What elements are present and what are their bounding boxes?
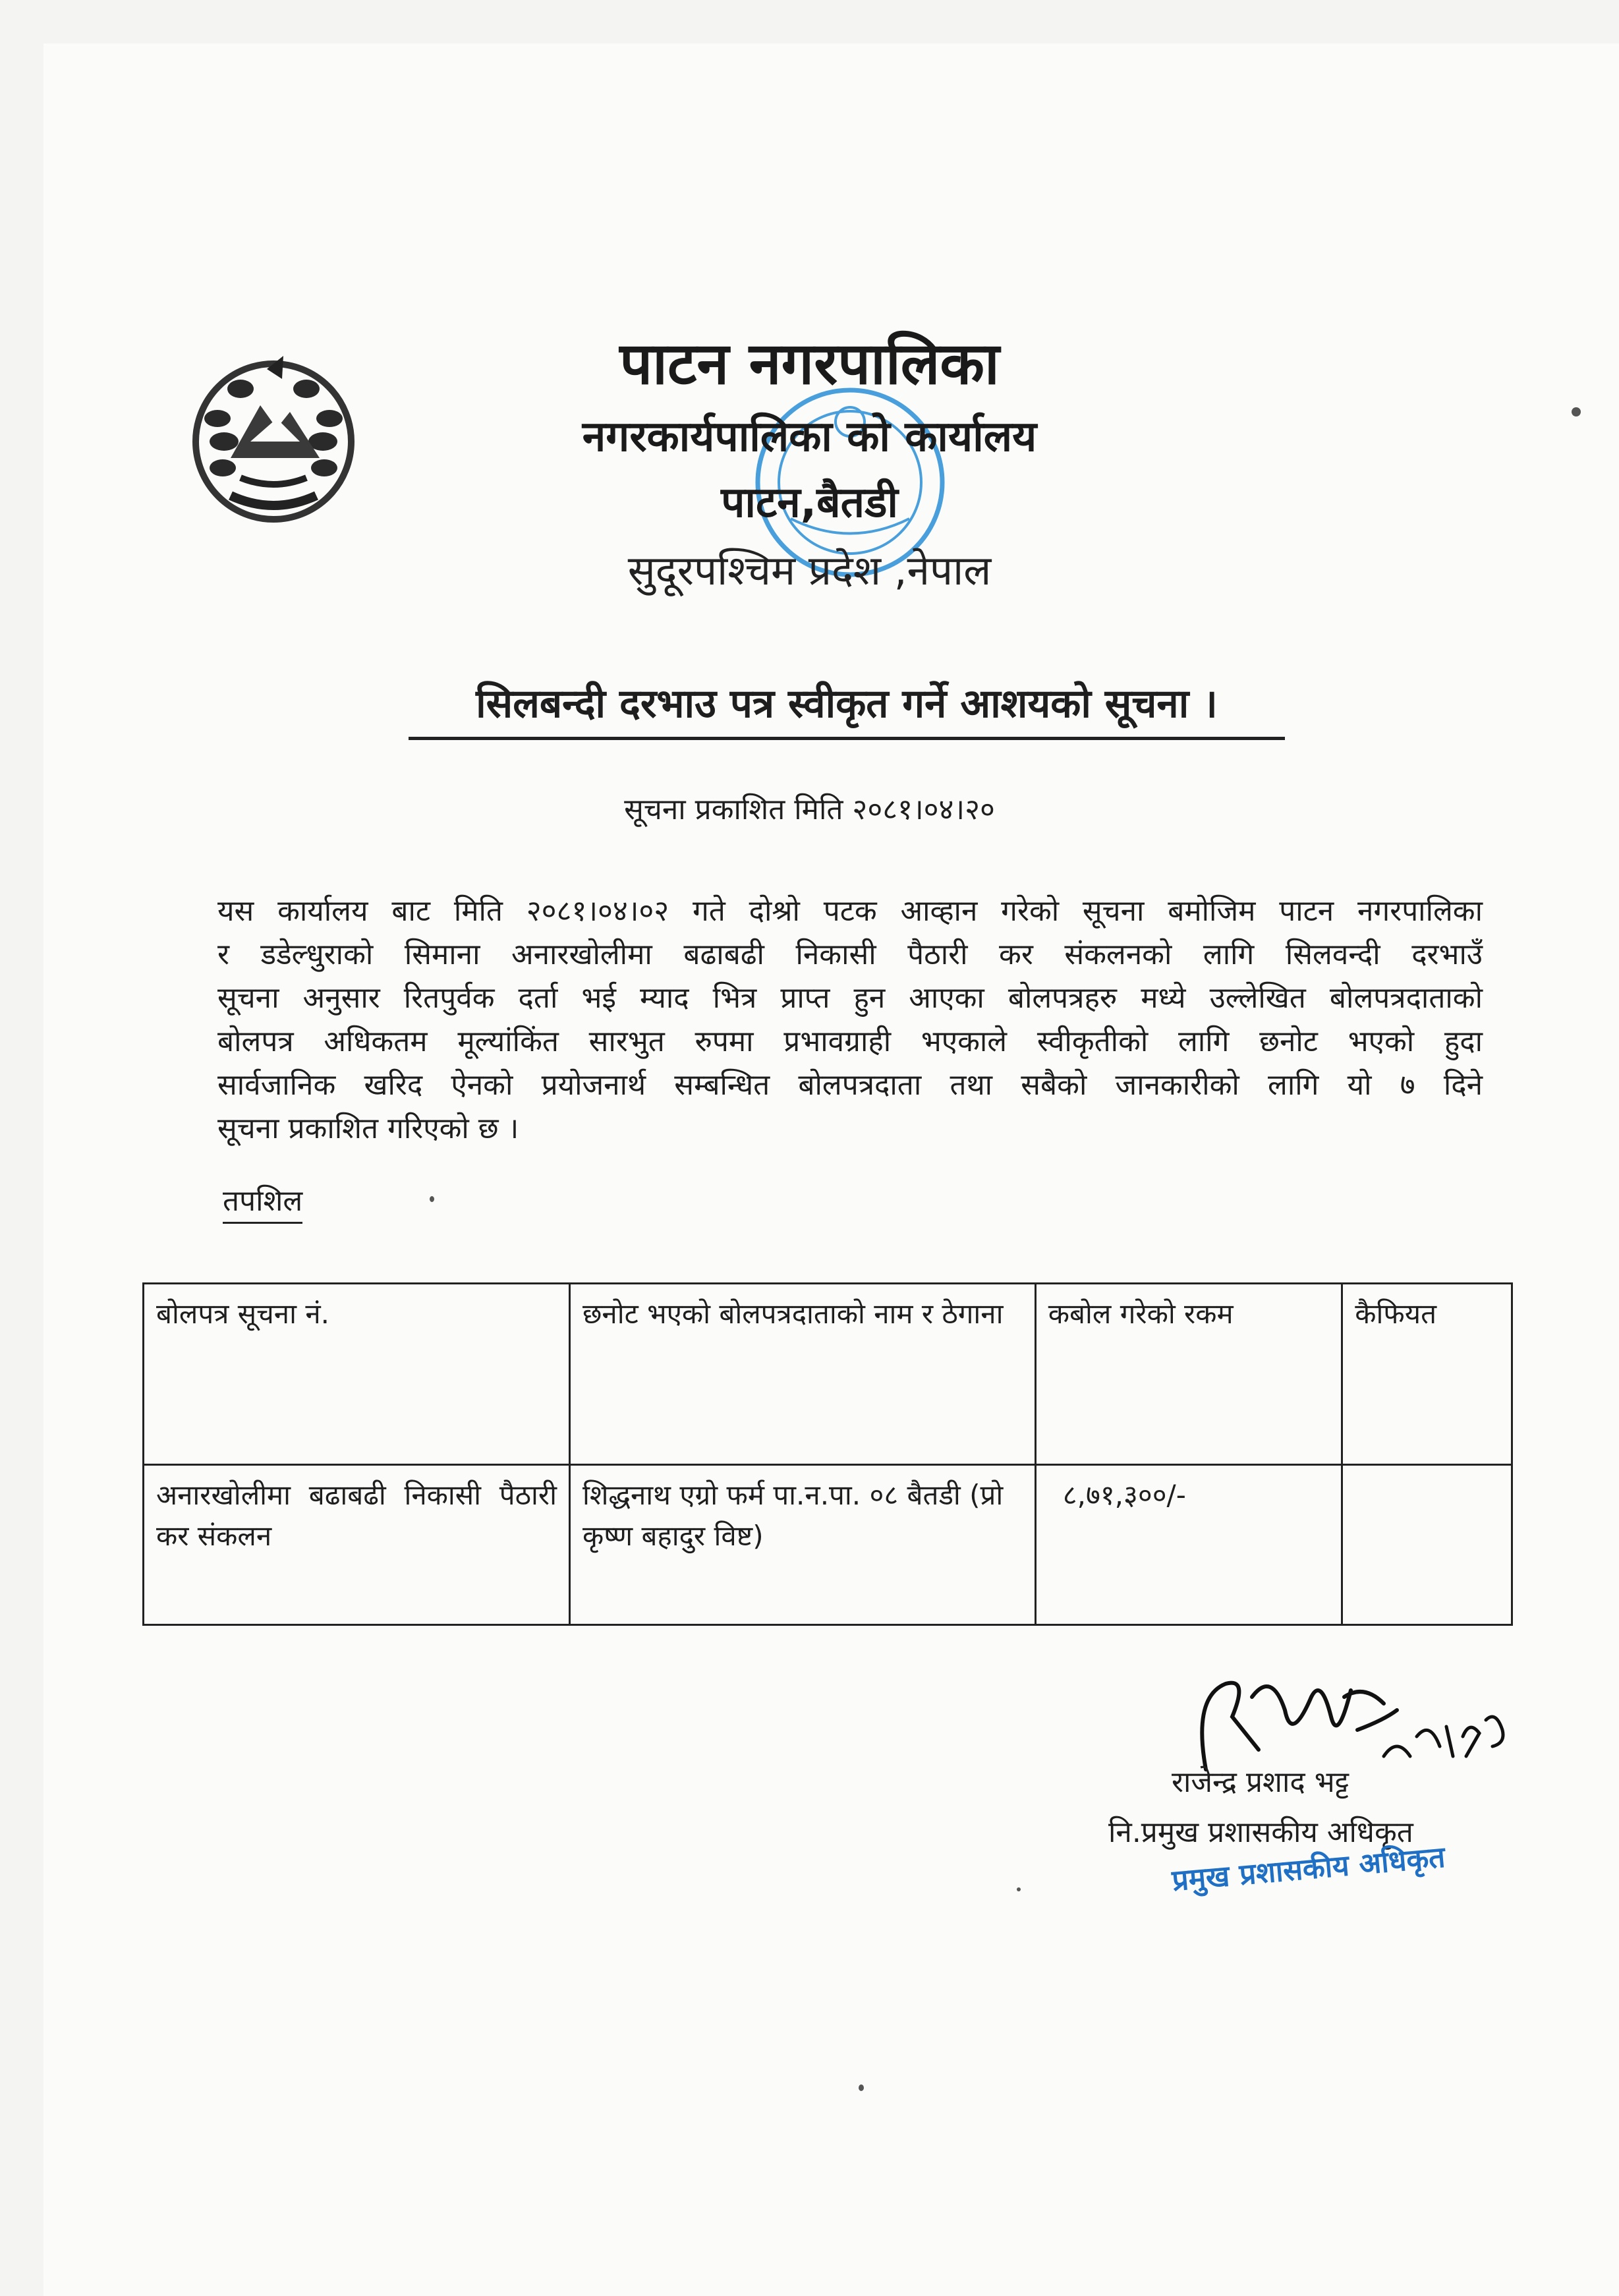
scan-speck — [430, 1196, 434, 1202]
body-line: बोलपत्र अधिकतम मूल्यांकिंत सारभुत रुपमा प्रभावग्राही भएकाले स्वीकृतीको लागि छनोट भएको हुदा — [217, 1025, 1483, 1058]
designation-stamp: प्रमुख प्रशासकीय अधिकृत — [1170, 1840, 1447, 1898]
signatory-name: राजेन्द्र प्रशाद भट्ट — [1172, 1765, 1349, 1799]
table-header-cell: छनोट भएको बोलपत्रदाताको नाम र ठेगाना — [569, 1284, 1035, 1465]
table-header-cell: कैफियत — [1342, 1284, 1512, 1465]
body-line: यस कार्यालय बाट मिति २०८१।०४।०२ गते दोश्रो पटक आव्हान गरेको सूचना बमोजिम पाटन नगरपालिका — [217, 894, 1483, 928]
body-line: सार्वजानिक खरिद ऐनको प्रयोजनार्थ सम्बन्धित बोलपत्रदाता तथा सबैको जानकारीको लागि यो ७ दिने — [217, 1068, 1483, 1102]
table-header-cell: कबोल गरेको रकम — [1035, 1284, 1342, 1465]
notice-body — [217, 890, 1483, 1151]
published-date: सूचना प्रकाशित मिति २०८१।०४।२० — [624, 793, 995, 826]
province-line: सुदूरपश्चिम प्रदेश ,नेपाल — [627, 546, 992, 594]
schedule-label: तपशिल — [223, 1180, 302, 1224]
scan-speck — [1572, 407, 1581, 416]
municipality-name: पाटन नगरपालिका — [619, 330, 1000, 397]
body-line: र डडेल्धुराको सिमाना अनारखोलीमा बढाबढी निकासी पैठारी कर संकलनको लागि सिलवन्दी दरभाउँ — [217, 938, 1483, 971]
notice-title: सिलबन्दी दरभाउ पत्र स्वीकृत गर्ने आशयको सूचना । — [409, 675, 1285, 740]
signatory-post: नि.प्रमुख प्रशासकीय अधिकृत — [1108, 1816, 1413, 1849]
office-name: नगरकार्यपालिका को कार्यालय — [582, 413, 1037, 461]
table-cell-amount: ८,७१,३००/- — [1035, 1465, 1342, 1625]
table-header-row — [144, 1284, 1512, 1465]
handwritten-signature — [1186, 1657, 1516, 1776]
office-location: पाटन,बैतडी — [721, 478, 898, 527]
table-cell-remarks — [1342, 1465, 1512, 1625]
bid-table — [142, 1282, 1513, 1626]
table-header-cell: बोलपत्र सूचना नं. — [144, 1284, 570, 1465]
table-cell-notice: अनारखोलीमा बढाबढी निकासी पैठारी कर संकलन — [144, 1465, 570, 1625]
table-cell-bidder: शिद्धनाथ एग्रो फर्म पा.न.पा. ०८ बैतडी (प्रो कृष्ण बहादुर विष्ट) — [569, 1465, 1035, 1625]
body-line: सूचना अनुसार रितपुर्वक दर्ता भई म्याद भित्र प्राप्त हुन आएका बोलपत्रहरु मध्ये उल्लेखित बोलपत्रदाताको — [217, 981, 1483, 1015]
scan-speck — [859, 2084, 864, 2091]
scan-speck — [1017, 1887, 1021, 1891]
table-row — [144, 1465, 1512, 1625]
body-line: सूचना प्रकाशित गरिएको छ । — [217, 1112, 519, 1145]
